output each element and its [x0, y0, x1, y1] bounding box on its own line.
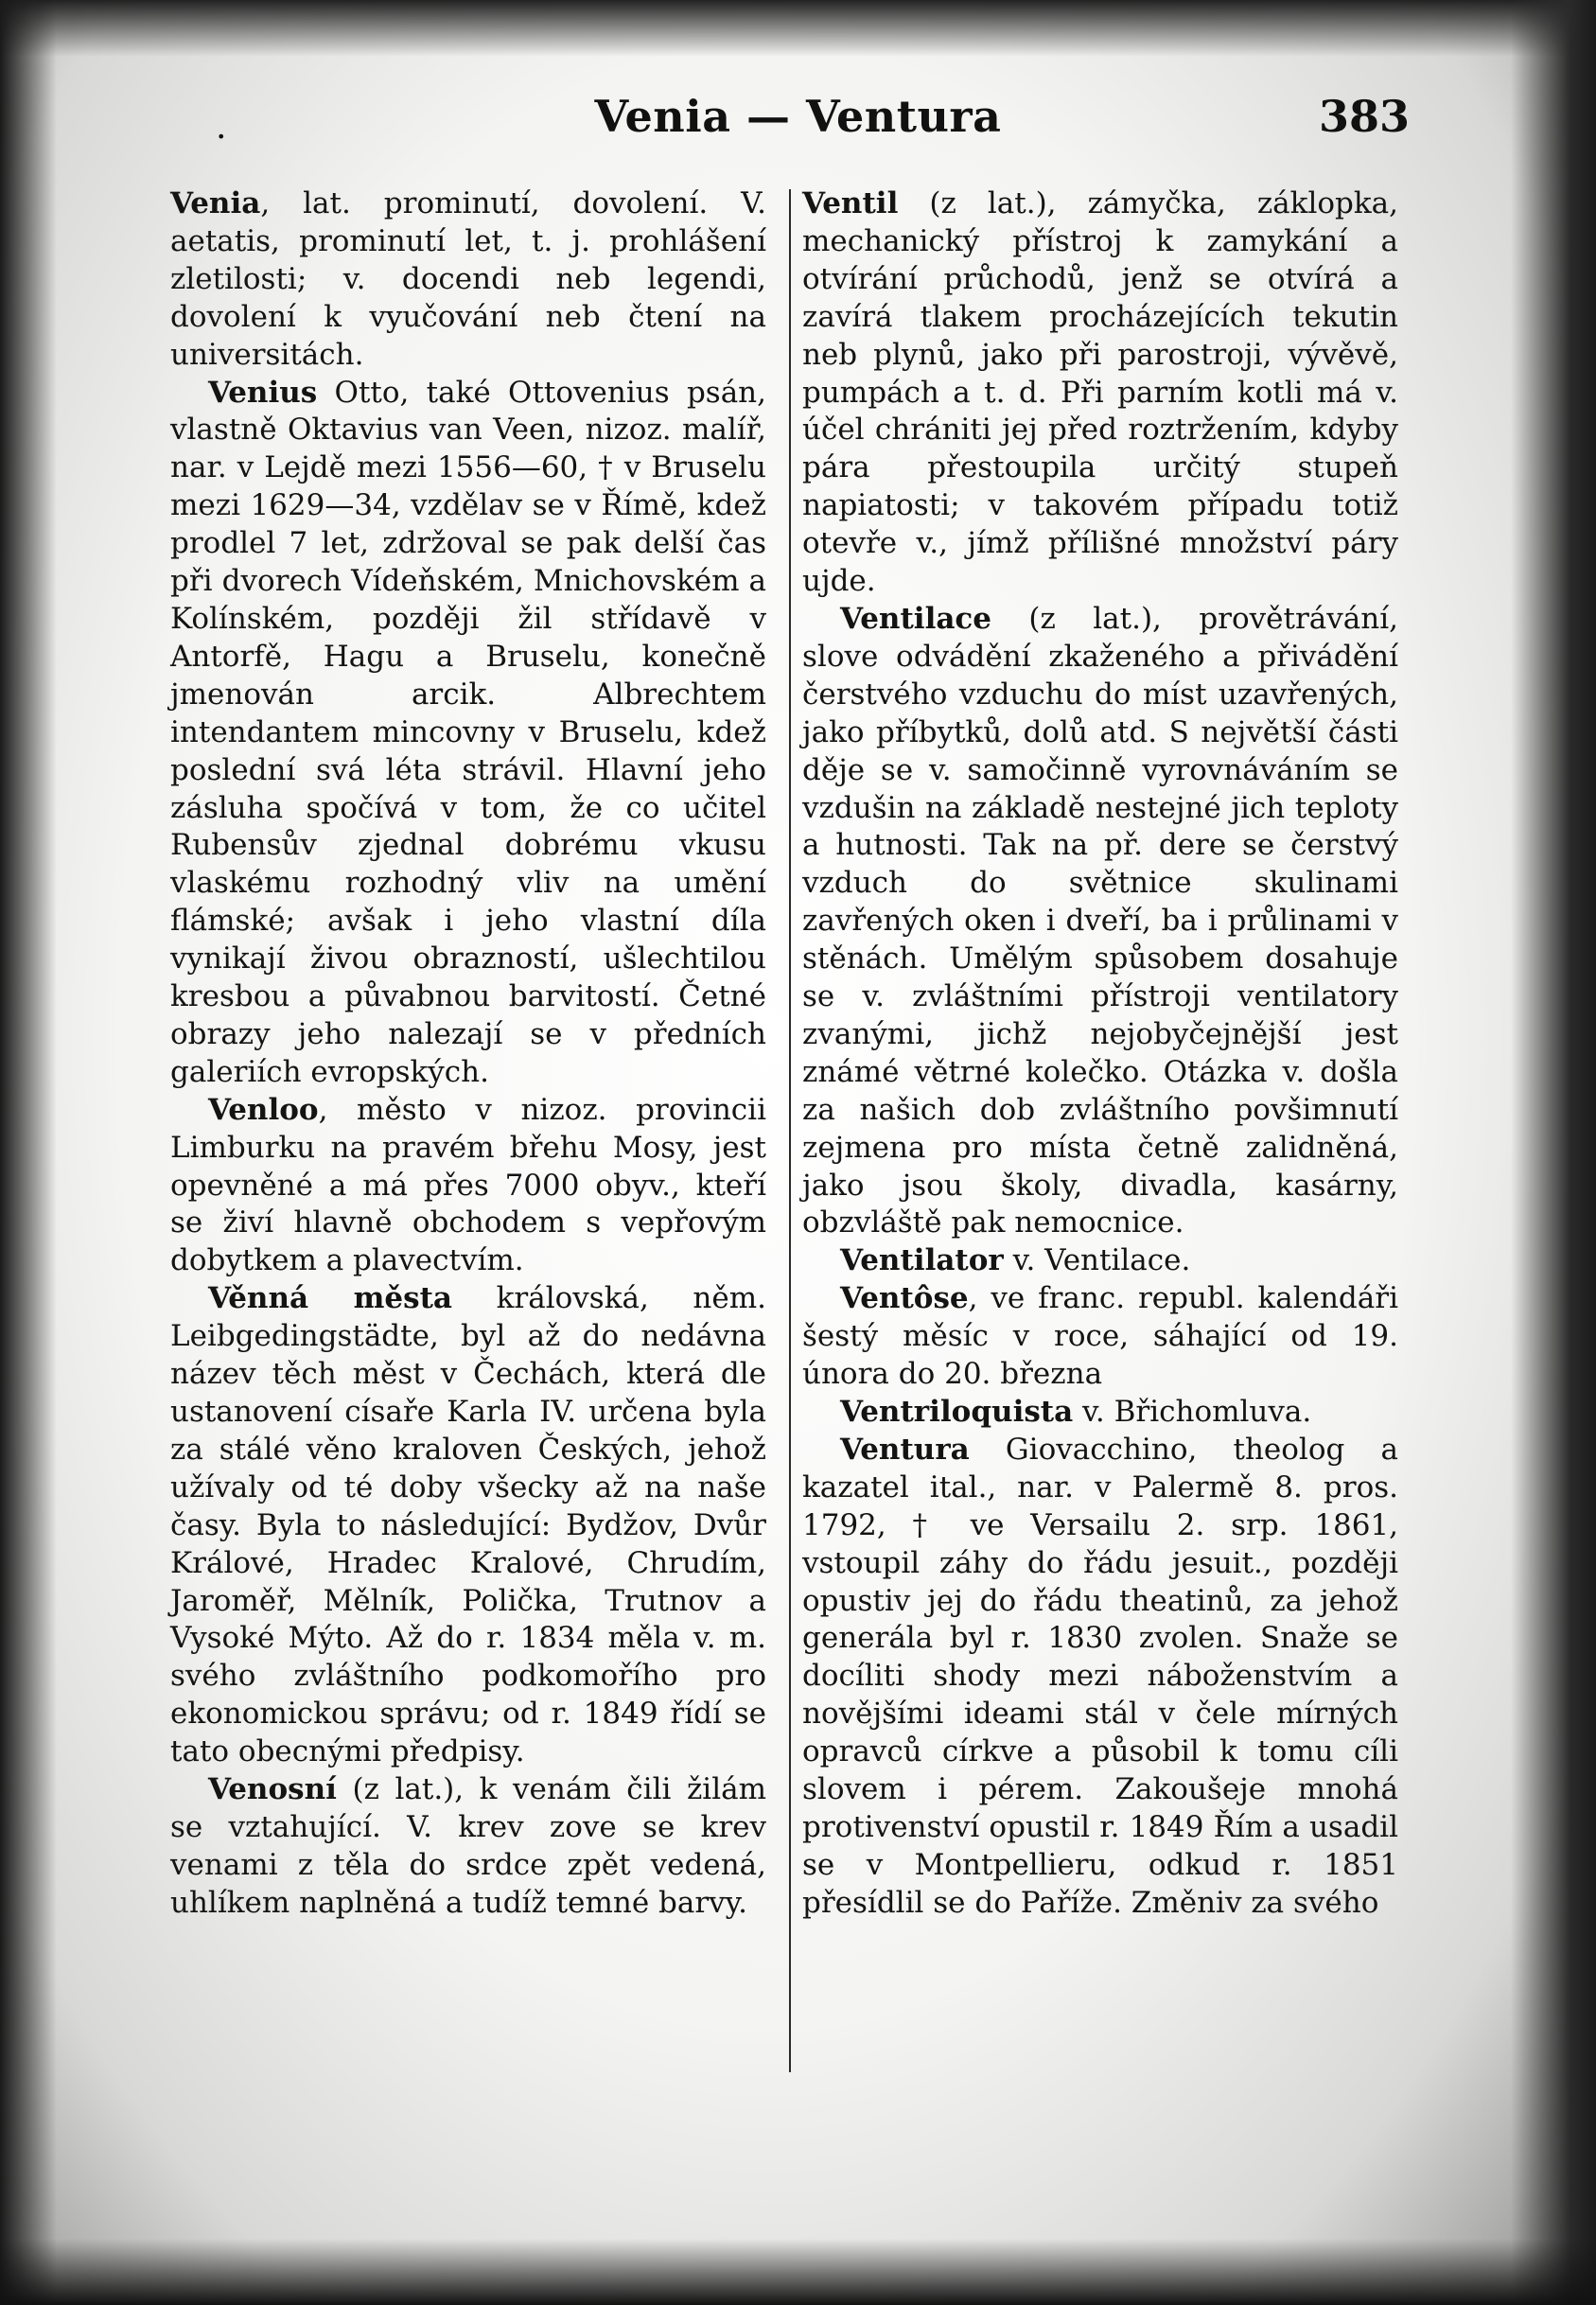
headword: Ventilator: [840, 1243, 1004, 1278]
headword: Ventilace: [840, 601, 992, 636]
headword: Věnná města: [208, 1281, 453, 1316]
entry-text: v. Břichomluva.: [1073, 1395, 1312, 1429]
headword: Venloo: [208, 1092, 319, 1127]
entry-text: královská, něm. Leibgedingstädte, byl až do nedávna název těch měst v Čechách, která dle ustanovení císaře Karla IV. určena byla za stálé věno kraloven Českých, jehož užívaly od té doby všecky až na naše časy. Byla to následující: Bydžov, Dvůr Králové, Hradec Kralové, Chrudím, Jaroměř, Mělník, Polička, Trutnov a Vysoké Mýto. Až do r. 1834 měla v. m. svého zvláštního podkomořího pro ekonomickou správu; od r. 1849 řídí se tato obecnými předpisy.: [170, 1281, 766, 1769]
scan-shadow-bottom: [0, 2239, 1596, 2305]
entry-ventura: [802, 1432, 1398, 1923]
headword: Ventil: [802, 186, 899, 220]
entry-ventilator: [802, 1242, 1398, 1280]
scan-shadow-left: [0, 0, 57, 2305]
entry-text: (z lat.), k venám čili žilám se vztahující. V. krev zove se krev venami z těla do srdce zpět vedená, uhlíkem naplněná a tudíž temné barvy.: [170, 1772, 766, 1920]
column-divider: [789, 189, 791, 2072]
entry-venloo: [170, 1092, 766, 1281]
entry-text: v. Ventilace.: [1003, 1243, 1191, 1278]
entry-venna-mesta: [170, 1280, 766, 1771]
headword: Venosní: [208, 1772, 337, 1807]
headword: Ventriloquista: [840, 1395, 1074, 1429]
right-column: [802, 185, 1398, 1923]
entry-text: (z lat.), provětrávání, slove odvádění zkaženého a přivádění čerstvého vzduchu do míst uzavřených, jako příbytků, dolů atd. S největší části děje se v. samočinně vyrovnáváním se vzdušin na základě nestejné jich teploty a hutnosti. Tak na př. dere se čerstvý vzduch do světnice skulinami zavřených oken i dveří, ba i průlinami v stěnách. Umělým spůsobem dosahuje se v. zvláštními přístroji ventilatory zvanými, jichž nejobyčejnější jest známé větrné kolečko. Otázka v. došla za našich dob zvláštního povšimnutí zejmena pro místa četně zalidněná, jako jsou školy, divadla, kasárny, obzvláště pak nemocnice.: [802, 601, 1398, 1240]
scan-shadow-top: [0, 0, 1596, 57]
running-head: Venia — Ventura: [594, 91, 1002, 142]
entry-venosni: [170, 1771, 766, 1923]
headword: Venia: [170, 186, 261, 220]
page-number: 383: [1318, 91, 1410, 142]
entry-text: , lat. prominutí, dovolení. V. aetatis, prominutí let, t. j. prohlášení zletilosti; v. docendi neb legendi, dovolení k vyučování neb čtení na universitách.: [170, 186, 766, 372]
entry-text: , město v nizoz. provincii Limburku na pravém břehu Mosy, jest opevněné a má přes 7000 obyv., kteří se živí hlavně obchodem s vepřovým dobytkem a plavectvím.: [170, 1092, 766, 1278]
header-dot: .: [216, 108, 227, 147]
entry-ventil: [802, 185, 1398, 601]
headword: Ventôse: [840, 1281, 969, 1316]
entry-ventriloquista: [802, 1394, 1398, 1432]
entry-text: (z lat.), zámyčka, záklopka, mechanický přístroj k zamykání a otvírání průchodů, jenž se otvírá a zavírá tlakem procházejících tekutin neb plynů, jako při parostroji, vývěvě, pumpách a t. d. Při parním kotli má v. účel chrániti jej před roztržením, kdyby pára přestoupila určitý stupeň napiatosti; v takovém případu totiž otevře v., jímž přílišné množství páry ujde.: [802, 186, 1398, 599]
entry-text: , ve franc. republ. kalendáři šestý měsíc v roce, sáhající od 19. února do 20. března: [802, 1281, 1398, 1392]
entry-text: Otto, také Ottovenius psán, vlastně Oktavius van Veen, nizoz. malíř, nar. v Lejdě mezi 1556—60, † v Bruselu mezi 1629—34, vzdělav se v Římě, kdež prodlel 7 let, zdržoval se pak delší čas při dvorech Vídeňském, Mnichovském a Kolínském, později žil střídavě v Antorfě, Hagu a Bruselu, konečně jmenován arcik. Albrechtem intendantem mincovny v Bruselu, kdež poslední svá léta strávil. Hlavní jeho zásluha spočívá v tom, že co učitel Rubensův zjednal dobrému vkusu vlaskému rozhodný vliv na umění flámské; avšak i jeho vlastní díla vynikají živou obrazností, ušlechtilou kresbou a půvabnou barvitostí. Četné obrazy jeho nalezají se v předních galeriích evropských.: [170, 375, 766, 1089]
page-header: [0, 87, 1596, 147]
scan-shadow-right: [1511, 0, 1596, 2305]
entry-ventilace: [802, 601, 1398, 1242]
entry-venius: [170, 375, 766, 1092]
headword: Venius: [208, 375, 318, 410]
headword: Ventura: [840, 1432, 970, 1467]
left-column: [170, 185, 766, 1923]
entry-venia: [170, 185, 766, 375]
entry-text: Giovacchino, theolog a kazatel ital., nar. v Palermě 8. pros. 1792, † ve Versailu 2. srp. 1861, vstoupil záhy do řádu jesuit., později opustiv jej do řádu theatinů, za jehož generála byl r. 1830 zvolen. Snaže se docíliti shody mezi náboženstvím a novějšími ideami stál v čele mírných opravců církve a působil k tomu cíli slovem i pérem. Zakoušeje mnohá protivenství opustil r. 1849 Řím a usadil se v Montpellieru, odkud r. 1851 přesídlil se do Paříže. Změniv za svého: [802, 1432, 1398, 1920]
entry-ventose: [802, 1280, 1398, 1394]
